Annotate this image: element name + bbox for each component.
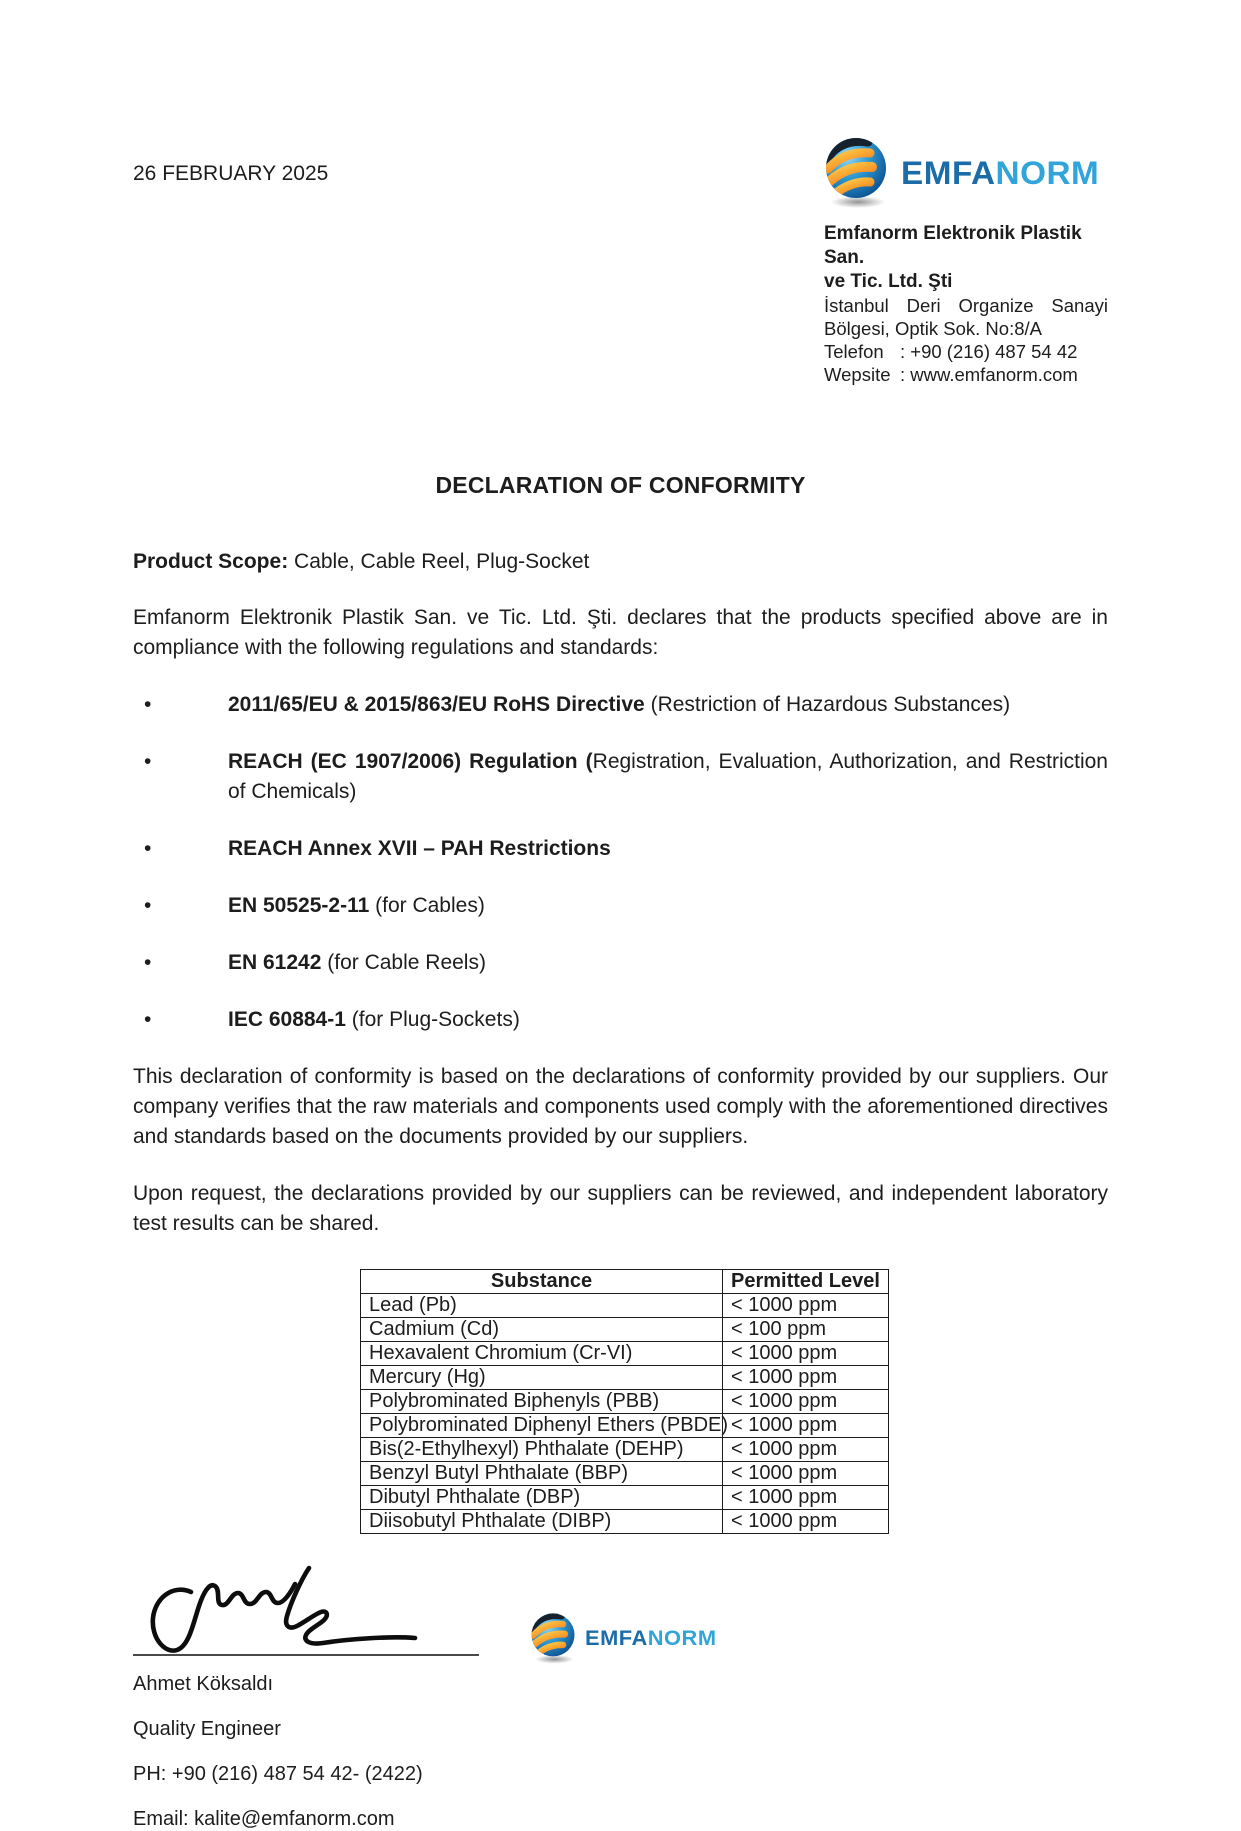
bullet-regular-text: (for Cable Reels) [321,951,486,974]
substance-table-container [360,1269,1108,1534]
table-row [361,1318,889,1342]
substance-cell: Dibutyl Phthalate (DBP) [361,1486,723,1510]
company-logo [824,136,1108,210]
product-scope-label: Product Scope: [133,550,289,573]
level-cell: < 1000 ppm [723,1462,889,1486]
substance-cell: Polybrominated Biphenyls (PBB) [361,1390,723,1414]
document-title: DECLARATION OF CONFORMITY [435,472,806,498]
company-info [824,222,1108,386]
table-row [361,1366,889,1390]
substance-cell: Mercury (Hg) [361,1366,723,1390]
document-date: 26 FEBRUARY 2025 [133,162,329,185]
phone-label: Telefon [824,341,884,362]
company-address-line2: Bölgesi, Optik Sok. No:8/A [824,318,1042,339]
substance-cell: Diisobutyl Phthalate (DIBP) [361,1510,723,1534]
signatory-name: Ahmet Köksaldı [133,1673,274,1695]
level-cell: < 1000 ppm [723,1486,889,1510]
list-item [133,1005,1108,1035]
substance-limits-table [360,1269,889,1534]
list-item [133,747,1108,807]
table-row [361,1486,889,1510]
company-website-row [824,363,1108,386]
company-phone-row [824,340,1108,363]
substance-cell: Benzyl Butyl Phthalate (BBP) [361,1462,723,1486]
bullet-bold-text: REACH (EC 1907/2006) Regulation ( [228,750,593,773]
list-item [133,690,1108,720]
phone-value: : +90 (216) 487 54 42 [900,341,1078,362]
list-item [133,834,1108,864]
page-header [133,0,1108,386]
level-cell: < 1000 ppm [723,1510,889,1534]
emfanorm-wordmark [585,1627,717,1651]
emfanorm-globe-icon [824,136,888,210]
level-cell: < 1000 ppm [723,1294,889,1318]
substance-cell: Hexavalent Chromium (Cr-VI) [361,1342,723,1366]
bullet-bold-text: EN 50525-2-11 [228,894,370,917]
wordmark-secondary: NORM [995,154,1100,191]
bullet-bold-text: 2011/65/EU & 2015/863/EU RoHS Directive [228,693,645,716]
list-item [133,948,1108,978]
bullet-regular-text: (for Cables) [369,894,485,917]
suppliers-paragraph: This declaration of conformity is based on the declarations of conformity provided by our suppliers. Our company verifies that the raw materials and components used comply with the aforementioned directives and standards based on the documents provided by our suppliers. [133,1065,1108,1148]
wordmark-primary: EMFA [584,1626,648,1650]
substance-cell: Bis(2-Ethylhexyl) Phthalate (DEHP) [361,1438,723,1462]
signatory-title: Quality Engineer [133,1718,281,1740]
substance-cell: Lead (Pb) [361,1294,723,1318]
emfanorm-wordmark [901,155,1099,192]
signatory-email: Email: kalite@emfanorm.com [133,1808,395,1830]
request-paragraph: Upon request, the declarations provided by our suppliers can be reviewed, and independent laboratory test results can be shared. [133,1182,1108,1235]
bullet-regular-text: (Restriction of Hazardous Substances) [644,693,1011,716]
level-cell: < 1000 ppm [723,1390,889,1414]
bullet-bold-text: IEC 60884-1 [228,1008,346,1031]
level-cell: < 1000 ppm [723,1414,889,1438]
substance-header: Substance [361,1270,723,1294]
company-name-line1: Emfanorm Elektronik Plastik San. [824,223,1082,268]
signatory-phone: PH: +90 (216) 487 54 42- (2422) [133,1763,423,1785]
table-row [361,1390,889,1414]
intro-paragraph: Emfanorm Elektronik Plastik San. ve Tic. Ltd. Şti. declares that the products specified above are in compliance with the following regulations and standards: [133,606,1108,659]
company-name-line2: ve Tic. Ltd. Şti [824,271,953,292]
substance-cell: Cadmium (Cd) [361,1318,723,1342]
bullet-regular-text: Registration, Evaluation, Authorization, and Restriction of Chemicals) [228,750,1108,803]
table-row [361,1462,889,1486]
permitted-level-header: Permitted Level [723,1270,889,1294]
level-cell: < 100 ppm [723,1318,889,1342]
signature-block [133,1564,1108,1831]
level-cell: < 1000 ppm [723,1438,889,1462]
website-value: : www.emfanorm.com [900,364,1078,385]
website-label: Wepsite [824,364,891,385]
level-cell: < 1000 ppm [723,1342,889,1366]
company-address-line1: İstanbul Deri Organize Sanayi [824,295,1108,316]
substance-cell: Polybrominated Diphenyl Ethers (PBDE) [361,1414,723,1438]
bullet-bold-text: EN 61242 [228,951,322,974]
emfanorm-globe-icon [530,1612,576,1665]
table-row [361,1510,889,1534]
table-row [361,1342,889,1366]
company-header-block [824,136,1108,386]
table-row [361,1438,889,1462]
list-item [133,891,1108,921]
product-scope [133,547,1108,577]
footer-logo [0,1612,1241,1665]
table-header-row [361,1270,889,1294]
table-row [361,1294,889,1318]
level-cell: < 1000 ppm [723,1366,889,1390]
product-scope-value: Cable, Cable Reel, Plug-Socket [288,550,590,573]
bullet-regular-text: (for Plug-Sockets) [345,1008,520,1031]
wordmark-secondary: NORM [647,1626,717,1650]
bullet-bold-text: REACH Annex XVII – PAH Restrictions [228,837,611,860]
table-row [361,1414,889,1438]
wordmark-primary: EMFA [901,154,996,191]
